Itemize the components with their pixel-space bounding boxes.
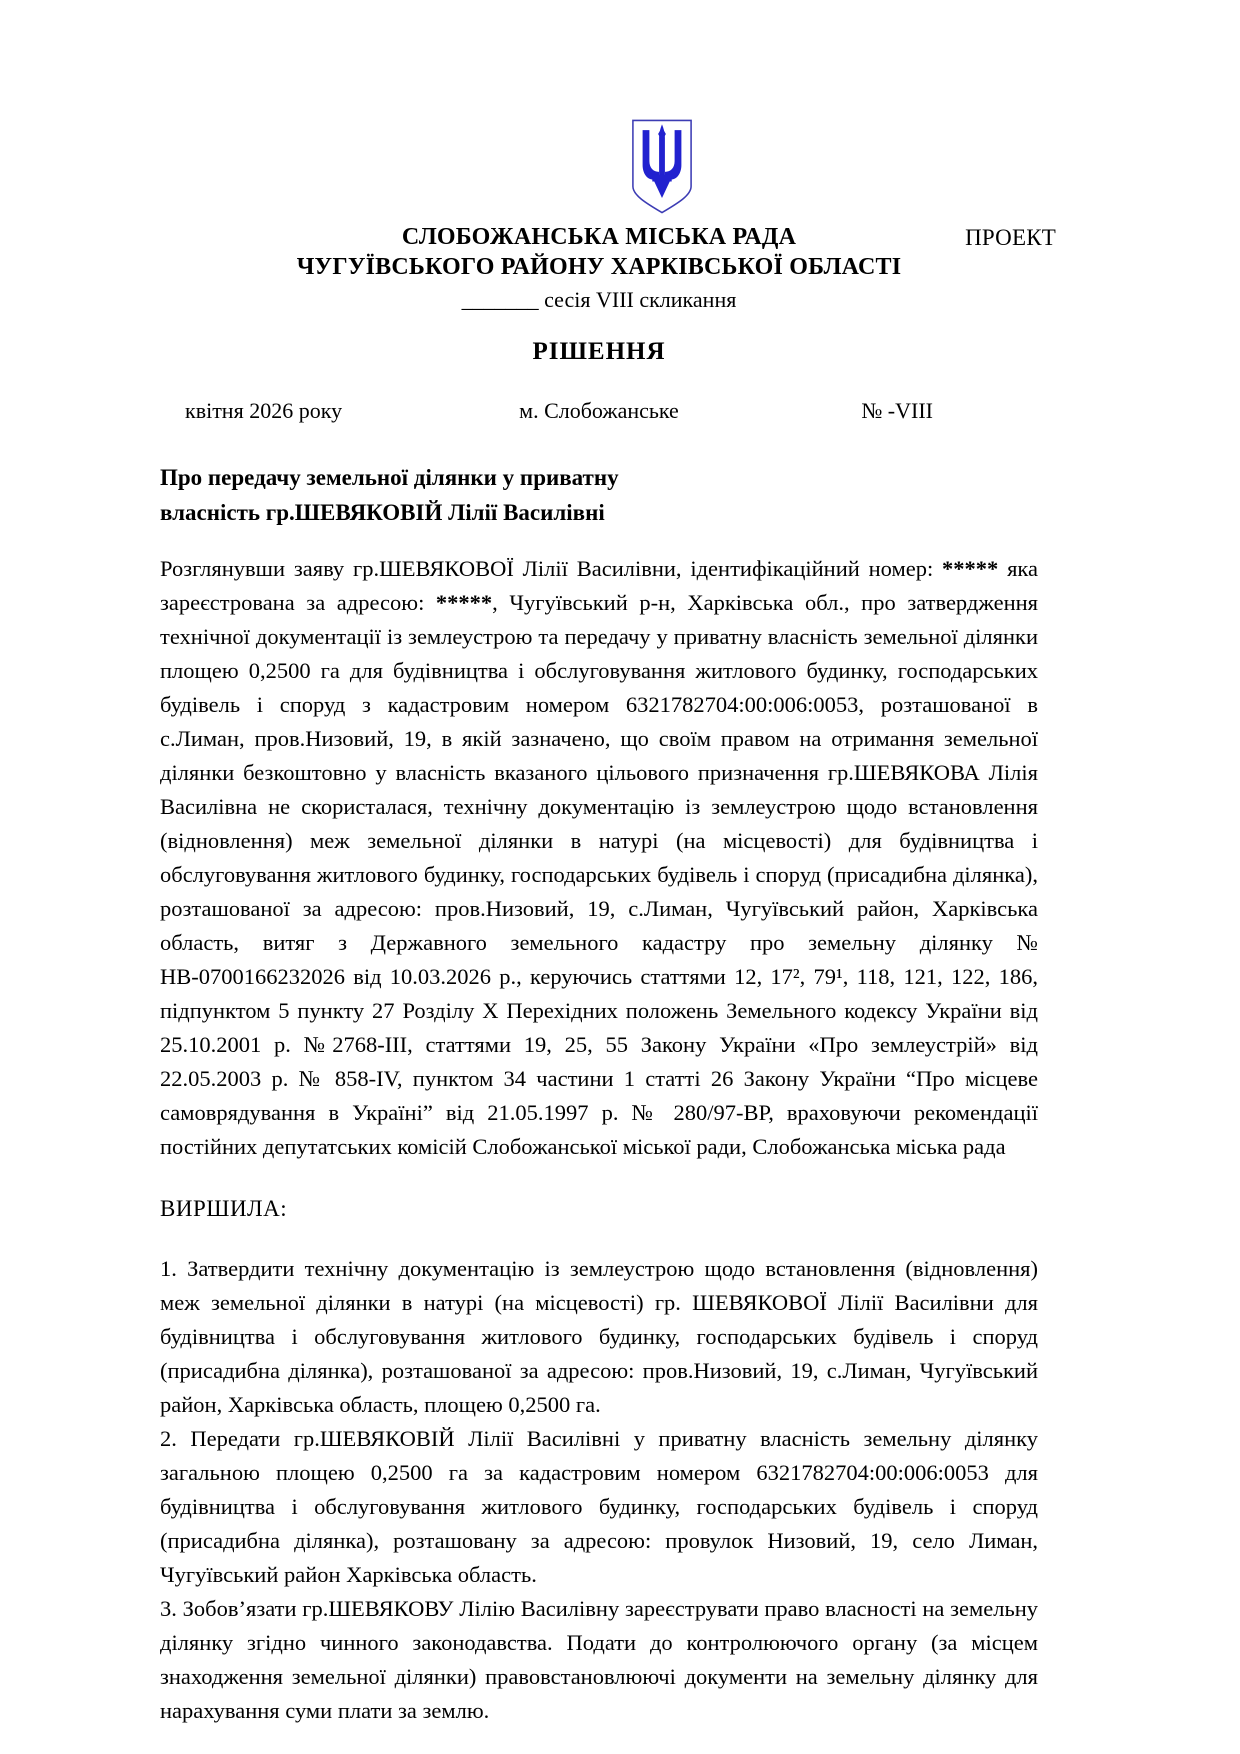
header-row-1 <box>160 222 1056 252</box>
resolution-item-3: 3. Зобов’язати гр.ШЕВЯКОВУ Лілію Василівну зареєструвати право власності на земельну ділянку згідно чинного законодавства. Подати до контролюючого органу (за місцем знаходження земельної ділянки) правовстановлюючі документи на земельну ділянку для нарахування суми плати за землю. <box>160 1596 1038 1723</box>
preamble-segment: яка зареєстрована за адресою: <box>160 556 1038 615</box>
document-type-title: РІШЕННЯ <box>532 338 666 365</box>
resolution-item-1: 1. Затвердити технічну документацію із землеустрою щодо встановлення (відновлення) меж земельної ділянки в натурі (на місцевості) гр. ШЕВЯКОВОЇ Лілії Василівни для будівництва і обслуговування житлового будинку, господарських будівель і споруд (присадибна ділянка), розташованої за адресою: пров.Низовий, 19, с.Лиман, Чугуївський район, Харківська область, площею 0,2500 га. <box>160 1256 1038 1417</box>
council-name-line1: СЛОБОЖАНСЬКА МІСЬКА РАДА <box>401 224 797 250</box>
redacted-id-number: ***** <box>942 556 999 581</box>
council-name-line2: ЧУГУЇВСЬКОГО РАЙОНУ ХАРКІВСЬКОЇ ОБЛАСТІ <box>296 254 902 280</box>
document-number: № -VIII <box>861 398 933 423</box>
date-place-number-row <box>160 398 1038 428</box>
subject-line-2: власність гр.ШЕВЯКОВІЙ Лілії Василівні <box>160 500 605 525</box>
preamble-paragraph <box>160 552 1038 1164</box>
redacted-address: ***** <box>435 590 493 615</box>
document-date: квітня 2026 року <box>185 398 343 423</box>
resolution-items <box>160 1252 1038 1728</box>
session-line: _______ сесія VIII скликання <box>461 287 737 312</box>
resolved-word: ВИРШИЛА: <box>160 1196 288 1221</box>
document-content <box>160 0 1056 1728</box>
subject-line-1: Про передачу земельної ділянки у приватну <box>160 465 619 490</box>
preamble-segment: , Чугуївський р-н, Харківська обл., про затвердження технічної документації із землеустрою та передачу у приватну власність земельної ділянки площею 0,2500 га для будівництва і обслуговування житлового будинку, господарських будівель і споруд з кадастровим номером 6321782704:00:006:0053, розташованої в с.Лиман, пров.Низовий, 19, в якій зазначено, що своїм правом на отримання земельної ділянки безкоштовно у власність вказаного цільового призначення гр.ШЕВЯКОВА Лілія Василівна не скористалася, технічну документацію із землеустрою щодо встановлення (відновлення) меж земельної ділянки в натурі (на місцевості) для будівництва і обслуговування житлового будинку, господарських будівель і споруд (присадибна ділянка), розташованої за адресою: пров.Низовий, 19, с.Лиман, Чугуївський район, Харківська область, витяг з Державного земельного кадастру про земельну ділянку № НВ-0700166232026 від 10.03.2026 р., керуючись статтями 12, 17², 79¹, 118, 121, 122, 186, підпунктом 5 пункту 27 Розділу X Перехідних положень Земельного кодексу України від 25.10.2001 р. №2768-ІІІ, статтями 19, 25, 55 Закону України «Про землеустрій» від 22.05.2003 р. № 858-IV, пунктом 34 частини 1 статті 26 Закону України “Про місцеве самоврядування в Україні” від 21.05.1997 р. № 280/97-ВР, враховуючи рекомендації постійних депутатських комісій Слобожанської міської ради, Слобожанська міська рада <box>160 590 1038 1159</box>
subject-title <box>160 460 1038 530</box>
resolution-item-2: 2. Передати гр.ШЕВЯКОВІЙ Лілії Василівні у приватну власність земельну ділянку загальною площею 0,2500 га за кадастровим номером 6321782704:00:006:0053 для будівництва і обслуговування житлового будинку, господарських будівель і споруд (присадибна ділянка), розташовану за адресою: провулок Низовий, 19, село Лиман, Чугуївський район Харківська область. <box>160 1426 1038 1587</box>
project-label: ПРОЕКТ <box>965 225 1056 250</box>
preamble-segment: Розглянувши заяву гр.ШЕВЯКОВОЇ Лілії Василівни, ідентифікаційний номер: <box>160 556 943 581</box>
document-place: м. Слобожанське <box>519 398 679 423</box>
